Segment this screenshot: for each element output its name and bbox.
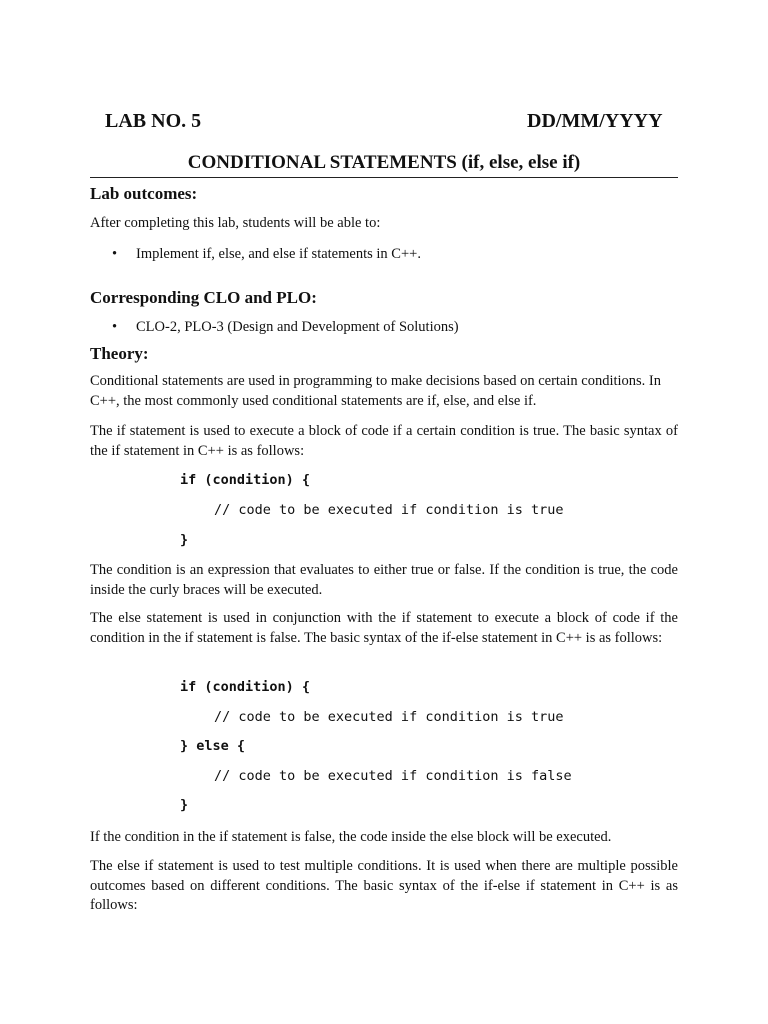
title-divider bbox=[90, 177, 678, 178]
bullet-icon: • bbox=[112, 319, 118, 335]
code-line: if (condition) { bbox=[180, 472, 311, 488]
outcomes-bullet-text: Implement if, else, and else if statements in C++. bbox=[136, 246, 421, 262]
theory-paragraph-1: Conditional statements are used in programming to make decisions based on certain conditions. In C++, the most commonly used conditional statements are if, else, and else if. bbox=[90, 373, 662, 409]
code-line: } else { bbox=[180, 738, 246, 754]
theory-paragraph-4: The else statement is used in conjunction with the if statement to execute a block of code if the condition in the if statement is false. The basic syntax of the if-else statement in C++ is as follows: bbox=[90, 610, 678, 646]
theory-paragraph-2: The if statement is used to execute a block of code if a certain condition is true. The basic syntax of the if statement in C++ is as follows: bbox=[90, 423, 678, 459]
theory-heading: Theory: bbox=[90, 344, 149, 363]
code-line: } bbox=[180, 797, 189, 813]
code-line: // code to be executed if condition is true bbox=[214, 502, 564, 518]
lab-number: LAB NO. 5 bbox=[105, 110, 202, 132]
code-line: // code to be executed if condition is false bbox=[214, 768, 572, 784]
lab-date: DD/MM/YYYY bbox=[527, 110, 663, 132]
clo-bullet bbox=[112, 318, 459, 337]
outcomes-intro: After completing this lab, students will be able to: bbox=[90, 215, 381, 231]
code-line: } bbox=[180, 532, 189, 548]
theory-paragraph-5: If the condition in the if statement is false, the code inside the else block will be executed. bbox=[90, 829, 612, 845]
code-line: if (condition) { bbox=[180, 679, 311, 695]
theory-paragraph-3: The condition is an expression that evaluates to either true or false. If the condition is true, the code inside the curly braces will be executed. bbox=[90, 562, 678, 598]
clo-bullet-text: CLO-2, PLO-3 (Design and Development of Solutions) bbox=[136, 319, 459, 335]
bullet-icon: • bbox=[112, 246, 118, 262]
theory-paragraph-6: The else if statement is used to test multiple conditions. It is used when there are multiple possible outcomes based on different conditions. The basic syntax of the if-else if statement in C++ is as follows: bbox=[90, 858, 678, 913]
code-line: // code to be executed if condition is true bbox=[214, 709, 564, 725]
lab-title: CONDITIONAL STATEMENTS (if, else, else if) bbox=[187, 152, 581, 173]
outcomes-bullet bbox=[112, 245, 421, 264]
outcomes-heading: Lab outcomes: bbox=[90, 184, 198, 203]
clo-heading: Corresponding CLO and PLO: bbox=[90, 288, 317, 307]
